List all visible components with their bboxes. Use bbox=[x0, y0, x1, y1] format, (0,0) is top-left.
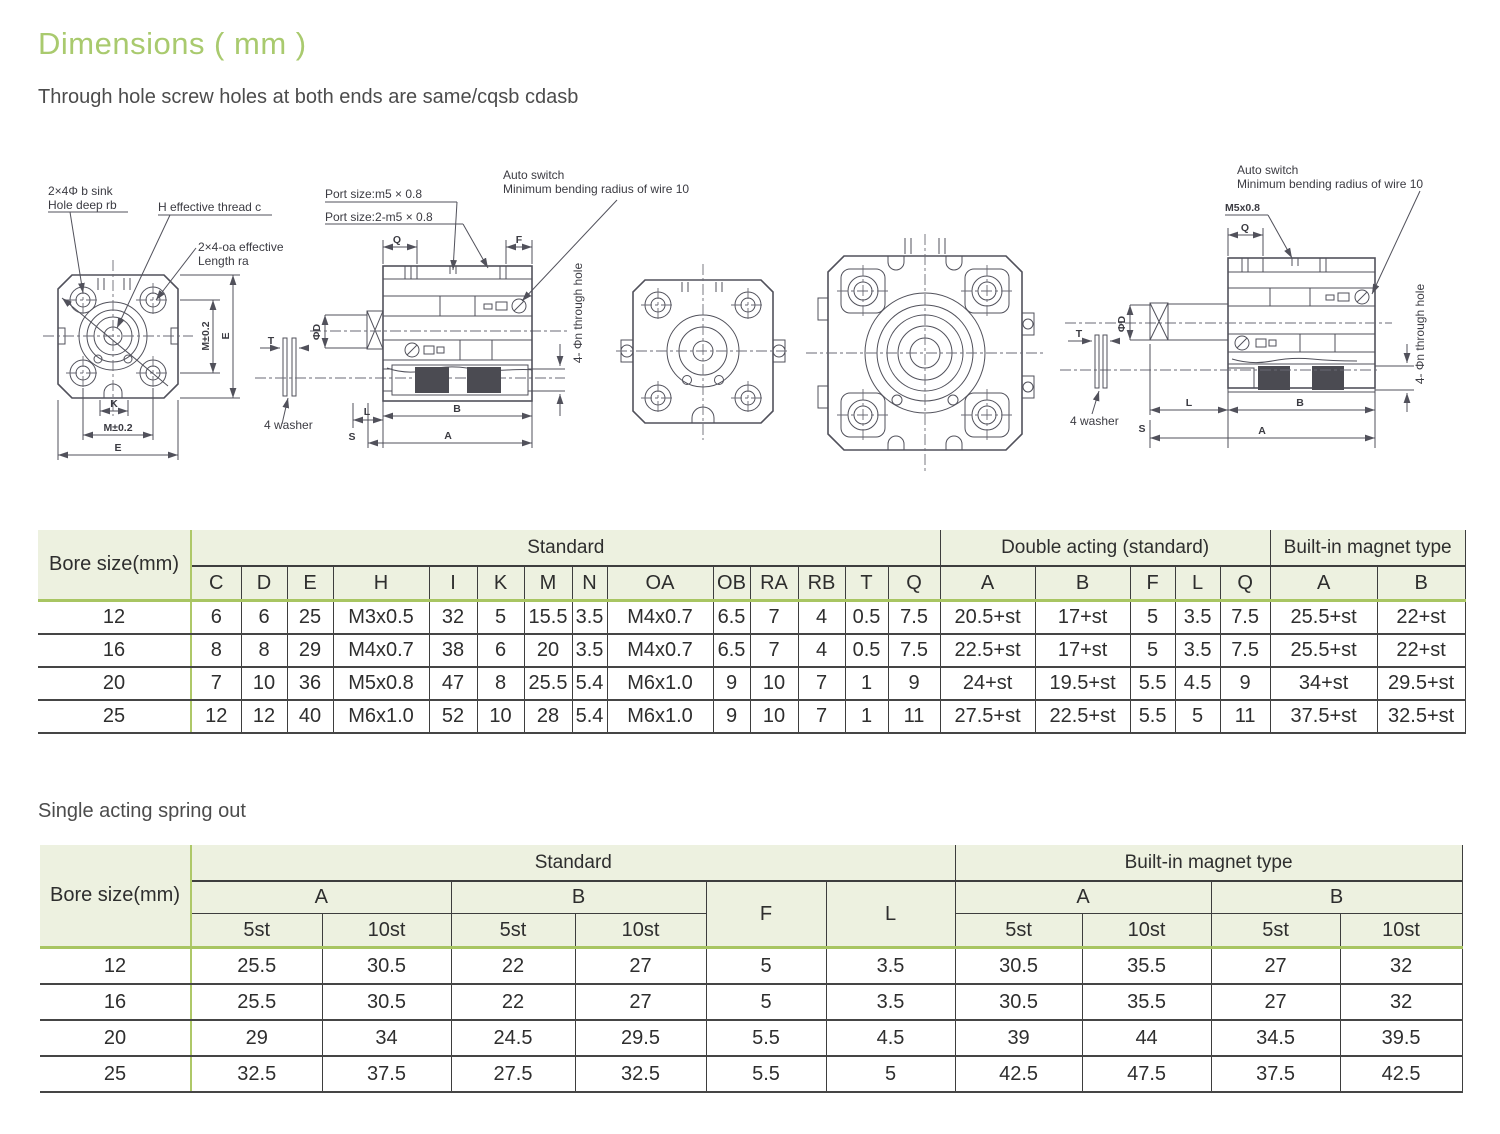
label-port2: Port size:2-m5 × 0.8 bbox=[325, 210, 433, 224]
stroke-10st: 10st bbox=[575, 914, 706, 948]
dim-b: B bbox=[1296, 397, 1304, 409]
value-cell: 32.5 bbox=[191, 1056, 322, 1092]
bore-cell: 25 bbox=[40, 1056, 191, 1092]
value-cell: M6x1.0 bbox=[607, 700, 713, 733]
table-row bbox=[40, 984, 1462, 1020]
dim-l: L bbox=[1185, 397, 1193, 409]
dim-q: Q bbox=[392, 234, 402, 246]
value-cell: 27 bbox=[1211, 984, 1340, 1020]
label-port1: Port size:m5 × 0.8 bbox=[325, 187, 423, 201]
value-cell: 10 bbox=[477, 700, 524, 733]
value-cell: M3x0.5 bbox=[333, 601, 429, 635]
section-view-drawing bbox=[255, 168, 689, 448]
value-cell: 7.5 bbox=[1220, 634, 1270, 667]
value-cell: 10 bbox=[750, 700, 798, 733]
value-cell: 9 bbox=[713, 700, 750, 733]
label-sink-line2: Hole deep rb bbox=[48, 198, 117, 212]
col-C: C bbox=[191, 566, 241, 601]
value-cell: 0.5 bbox=[845, 601, 888, 635]
value-cell: 5.4 bbox=[572, 700, 607, 733]
face-view-large-drawing bbox=[806, 234, 1044, 472]
label-auto-switch-line2: Minimum bending radius of wire 10 bbox=[503, 182, 690, 196]
dim-m-bottom: M±0.2 bbox=[103, 422, 133, 434]
col-D: D bbox=[241, 566, 287, 601]
col-B-magnet: B bbox=[1377, 566, 1465, 601]
label-washer: 4 washer bbox=[264, 418, 313, 432]
label-effective-line1: 2×4-oa effective bbox=[198, 240, 284, 254]
value-cell: 4.5 bbox=[826, 1020, 955, 1056]
value-cell: 19.5+st bbox=[1035, 667, 1130, 700]
value-cell: 39.5 bbox=[1340, 1020, 1462, 1056]
value-cell: 5 bbox=[1130, 601, 1175, 635]
section-heading-single-acting: Single acting spring out bbox=[38, 800, 246, 822]
bore-cell: 20 bbox=[40, 1020, 191, 1056]
label-through-hole: 4- Φn through hole bbox=[1413, 283, 1427, 385]
value-cell: 8 bbox=[477, 667, 524, 700]
value-cell: 32 bbox=[1340, 984, 1462, 1020]
dim-s: S bbox=[348, 431, 356, 443]
value-cell: 7.5 bbox=[888, 601, 940, 635]
value-cell: 3.5 bbox=[826, 984, 955, 1020]
dim-k: K bbox=[110, 398, 118, 410]
value-cell: 6 bbox=[477, 634, 524, 667]
value-cell: 7 bbox=[750, 634, 798, 667]
value-cell: 47 bbox=[429, 667, 477, 700]
value-cell: 29 bbox=[191, 1020, 322, 1056]
value-cell: 20.5+st bbox=[940, 601, 1035, 635]
value-cell: 11 bbox=[1220, 700, 1270, 733]
group-double-acting: Double acting (standard) bbox=[940, 530, 1270, 566]
value-cell: 34.5 bbox=[1211, 1020, 1340, 1056]
value-cell: 25 bbox=[287, 601, 333, 635]
page-title: Dimensions ( mm ) bbox=[38, 26, 307, 61]
dim-b: B bbox=[453, 403, 461, 415]
value-cell: 52 bbox=[429, 700, 477, 733]
value-cell: 3.5 bbox=[826, 948, 955, 985]
bore-size-header: Bore size(mm) bbox=[38, 530, 191, 601]
value-cell: 22.5+st bbox=[940, 634, 1035, 667]
value-cell: 7 bbox=[798, 667, 845, 700]
value-cell: 36 bbox=[287, 667, 333, 700]
stroke-10st: 10st bbox=[1340, 914, 1462, 948]
value-cell: 7 bbox=[750, 601, 798, 635]
label-m5-thread: M5x0.8 bbox=[1225, 202, 1261, 214]
table-row bbox=[38, 667, 1465, 700]
value-cell: 38 bbox=[429, 634, 477, 667]
dim-m-right: M±0.2 bbox=[200, 321, 212, 351]
col-Q-double: Q bbox=[1220, 566, 1270, 601]
value-cell: 7.5 bbox=[1220, 601, 1270, 635]
value-cell: 6.5 bbox=[713, 634, 750, 667]
value-cell: 27 bbox=[575, 984, 706, 1020]
value-cell: 22 bbox=[451, 948, 575, 985]
value-cell: 20 bbox=[524, 634, 572, 667]
label-washer: 4 washer bbox=[1070, 414, 1119, 428]
value-cell: 27.5 bbox=[451, 1056, 575, 1092]
dim-a: A bbox=[1258, 425, 1266, 437]
value-cell: M6x1.0 bbox=[333, 700, 429, 733]
value-cell: 30.5 bbox=[955, 984, 1082, 1020]
value-cell: 5 bbox=[477, 601, 524, 635]
dim-t: T bbox=[267, 335, 275, 347]
value-cell: 7 bbox=[191, 667, 241, 700]
table-row bbox=[40, 948, 1462, 985]
value-cell: 29.5 bbox=[575, 1020, 706, 1056]
value-cell: 6.5 bbox=[713, 601, 750, 635]
value-cell: 3.5 bbox=[1175, 634, 1220, 667]
value-cell: 25.5 bbox=[191, 948, 322, 985]
col-B-double: B bbox=[1035, 566, 1130, 601]
dim-e-bottom: E bbox=[114, 442, 122, 454]
bore-cell: 20 bbox=[38, 667, 191, 700]
table-row bbox=[38, 601, 1465, 635]
value-cell: 39 bbox=[955, 1020, 1082, 1056]
value-cell: 22+st bbox=[1377, 634, 1465, 667]
value-cell: 30.5 bbox=[955, 948, 1082, 985]
technical-drawings bbox=[20, 148, 1480, 483]
value-cell: 37.5+st bbox=[1270, 700, 1377, 733]
value-cell: 11 bbox=[888, 700, 940, 733]
col-A-magnet: A bbox=[1270, 566, 1377, 601]
value-cell: 27 bbox=[1211, 948, 1340, 985]
table-row bbox=[40, 1056, 1462, 1092]
dim-t: T bbox=[1075, 328, 1083, 340]
bore-cell: 16 bbox=[38, 634, 191, 667]
value-cell: 25.5 bbox=[191, 984, 322, 1020]
value-cell: 17+st bbox=[1035, 634, 1130, 667]
value-cell: 24.5 bbox=[451, 1020, 575, 1056]
dim-f: F bbox=[515, 234, 523, 246]
value-cell: 12 bbox=[241, 700, 287, 733]
value-cell: M5x0.8 bbox=[333, 667, 429, 700]
group-standard: Standard bbox=[191, 845, 955, 881]
value-cell: 12 bbox=[191, 700, 241, 733]
value-cell: 0.5 bbox=[845, 634, 888, 667]
col-I: I bbox=[429, 566, 477, 601]
subcol-B-magnet: B bbox=[1211, 881, 1462, 914]
value-cell: 32.5 bbox=[575, 1056, 706, 1092]
bore-cell: 25 bbox=[38, 700, 191, 733]
label-auto-switch-line1: Auto switch bbox=[503, 168, 565, 182]
col-Q: Q bbox=[888, 566, 940, 601]
bore-cell: 12 bbox=[40, 948, 191, 985]
col-L-double: L bbox=[1175, 566, 1220, 601]
value-cell: 3.5 bbox=[1175, 601, 1220, 635]
col-F: F bbox=[706, 881, 826, 948]
value-cell: 7.5 bbox=[888, 634, 940, 667]
value-cell: 27.5+st bbox=[940, 700, 1035, 733]
label-thread: H effective thread c bbox=[158, 200, 262, 214]
value-cell: 22+st bbox=[1377, 601, 1465, 635]
value-cell: 29.5+st bbox=[1377, 667, 1465, 700]
label-auto-switch-line2: Minimum bending radius of wire 10 bbox=[1237, 177, 1424, 191]
value-cell: 35.5 bbox=[1082, 948, 1211, 985]
value-cell: 37.5 bbox=[322, 1056, 451, 1092]
value-cell: 17+st bbox=[1035, 601, 1130, 635]
bore-size-header: Bore size(mm) bbox=[40, 845, 191, 948]
value-cell: 37.5 bbox=[1211, 1056, 1340, 1092]
value-cell: M4x0.7 bbox=[607, 634, 713, 667]
value-cell: 27 bbox=[575, 948, 706, 985]
dim-s: S bbox=[1138, 423, 1146, 435]
value-cell: 40 bbox=[287, 700, 333, 733]
value-cell: 5.5 bbox=[706, 1020, 826, 1056]
value-cell: 30.5 bbox=[322, 948, 451, 985]
value-cell: 32.5+st bbox=[1377, 700, 1465, 733]
group-magnet: Built-in magnet type bbox=[955, 845, 1462, 881]
dim-d: ΦD bbox=[311, 323, 323, 341]
col-OA: OA bbox=[607, 566, 713, 601]
right-section-view-drawing bbox=[1060, 163, 1427, 448]
value-cell: 24+st bbox=[940, 667, 1035, 700]
stroke-5st: 5st bbox=[955, 914, 1082, 948]
label-through-hole: 4- Φn through hole bbox=[571, 262, 585, 364]
col-A-double: A bbox=[940, 566, 1035, 601]
value-cell: 7 bbox=[798, 700, 845, 733]
value-cell: 8 bbox=[241, 634, 287, 667]
subcol-A-standard: A bbox=[191, 881, 451, 914]
value-cell: 5 bbox=[1175, 700, 1220, 733]
value-cell: 34+st bbox=[1270, 667, 1377, 700]
value-cell: 22 bbox=[451, 984, 575, 1020]
value-cell: 32 bbox=[429, 601, 477, 635]
front-view-drawing bbox=[43, 184, 284, 460]
value-cell: 6 bbox=[191, 601, 241, 635]
col-K: K bbox=[477, 566, 524, 601]
value-cell: 6 bbox=[241, 601, 287, 635]
value-cell: 47.5 bbox=[1082, 1056, 1211, 1092]
value-cell: 5.5 bbox=[1130, 667, 1175, 700]
value-cell: M4x0.7 bbox=[333, 634, 429, 667]
value-cell: 5 bbox=[1130, 634, 1175, 667]
value-cell: 4.5 bbox=[1175, 667, 1220, 700]
col-F-double: F bbox=[1130, 566, 1175, 601]
value-cell: 30.5 bbox=[322, 984, 451, 1020]
value-cell: 25.5+st bbox=[1270, 601, 1377, 635]
value-cell: 42.5 bbox=[955, 1056, 1082, 1092]
table-row bbox=[38, 634, 1465, 667]
dimensions-table-standard bbox=[38, 530, 1466, 734]
col-L: L bbox=[826, 881, 955, 948]
value-cell: 29 bbox=[287, 634, 333, 667]
col-N: N bbox=[572, 566, 607, 601]
value-cell: 32 bbox=[1340, 948, 1462, 985]
value-cell: 5.5 bbox=[1130, 700, 1175, 733]
value-cell: 5.4 bbox=[572, 667, 607, 700]
value-cell: 35.5 bbox=[1082, 984, 1211, 1020]
col-OB: OB bbox=[713, 566, 750, 601]
col-RA: RA bbox=[750, 566, 798, 601]
value-cell: M4x0.7 bbox=[607, 601, 713, 635]
dim-l: L bbox=[363, 406, 371, 418]
stroke-5st: 5st bbox=[451, 914, 575, 948]
group-standard: Standard bbox=[191, 530, 940, 566]
subcol-B-standard: B bbox=[451, 881, 706, 914]
value-cell: 34 bbox=[322, 1020, 451, 1056]
stroke-10st: 10st bbox=[322, 914, 451, 948]
value-cell: 9 bbox=[1220, 667, 1270, 700]
value-cell: 28 bbox=[524, 700, 572, 733]
label-sink-line1: 2×4Φ b sink bbox=[48, 184, 113, 198]
value-cell: 25.5 bbox=[524, 667, 572, 700]
dim-d: ΦD bbox=[1116, 315, 1128, 333]
value-cell: 5 bbox=[706, 984, 826, 1020]
value-cell: 25.5+st bbox=[1270, 634, 1377, 667]
value-cell: 44 bbox=[1082, 1020, 1211, 1056]
value-cell: 5 bbox=[706, 948, 826, 985]
stroke-5st: 5st bbox=[1211, 914, 1340, 948]
value-cell: 5.5 bbox=[706, 1056, 826, 1092]
value-cell: 15.5 bbox=[524, 601, 572, 635]
col-T: T bbox=[845, 566, 888, 601]
value-cell: 42.5 bbox=[1340, 1056, 1462, 1092]
col-E: E bbox=[287, 566, 333, 601]
value-cell: 9 bbox=[713, 667, 750, 700]
stroke-10st: 10st bbox=[1082, 914, 1211, 948]
value-cell: 9 bbox=[888, 667, 940, 700]
value-cell: 10 bbox=[241, 667, 287, 700]
value-cell: 4 bbox=[798, 634, 845, 667]
label-effective-line2: Length ra bbox=[198, 254, 249, 268]
group-magnet: Built-in magnet type bbox=[1270, 530, 1465, 566]
value-cell: 1 bbox=[845, 667, 888, 700]
label-auto-switch-line1: Auto switch bbox=[1237, 163, 1299, 177]
value-cell: 3.5 bbox=[572, 601, 607, 635]
bore-cell: 16 bbox=[40, 984, 191, 1020]
col-RB: RB bbox=[798, 566, 845, 601]
col-M: M bbox=[524, 566, 572, 601]
value-cell: 4 bbox=[798, 601, 845, 635]
dim-q: Q bbox=[1240, 222, 1250, 234]
dimensions-table-single-acting bbox=[40, 845, 1463, 1093]
value-cell: 10 bbox=[750, 667, 798, 700]
subcol-A-magnet: A bbox=[955, 881, 1211, 914]
value-cell: 1 bbox=[845, 700, 888, 733]
dim-e-right: E bbox=[220, 332, 232, 340]
value-cell: 5 bbox=[826, 1056, 955, 1092]
value-cell: 8 bbox=[191, 634, 241, 667]
value-cell: 3.5 bbox=[572, 634, 607, 667]
bore-cell: 12 bbox=[38, 601, 191, 635]
face-view-small-drawing bbox=[616, 264, 790, 440]
col-H: H bbox=[333, 566, 429, 601]
value-cell: 22.5+st bbox=[1035, 700, 1130, 733]
stroke-5st: 5st bbox=[191, 914, 322, 948]
dim-a: A bbox=[444, 430, 452, 442]
table-row bbox=[40, 1020, 1462, 1056]
value-cell: M6x1.0 bbox=[607, 667, 713, 700]
subtitle: Through hole screw holes at both ends are same/cqsb cdasb bbox=[38, 86, 579, 108]
table-row bbox=[38, 700, 1465, 733]
